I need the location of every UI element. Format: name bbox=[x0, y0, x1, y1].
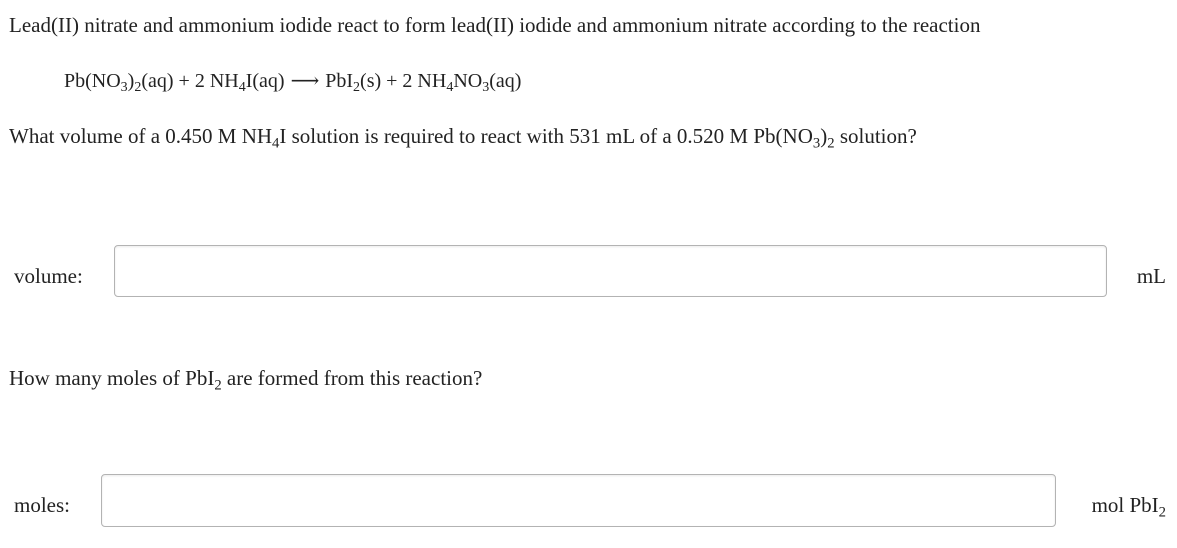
eq-product1-sub: 2 bbox=[353, 80, 361, 96]
eq-reactant2-tail: I(aq) bbox=[245, 70, 285, 92]
eq-reactant1-text: Pb(NO bbox=[64, 70, 121, 92]
q2-text-2: are formed from this reaction? bbox=[221, 366, 483, 390]
eq-product1-tail: (s) + 2 NH bbox=[360, 70, 447, 92]
q1-text-2: I solution is required to react with 531 mL of a 0.520 M Pb(NO bbox=[279, 124, 813, 148]
q1-text-1: What volume of a 0.450 M NH bbox=[9, 124, 273, 148]
q2-text-1: How many moles of PbI bbox=[9, 366, 215, 390]
eq-product2-sub1: 4 bbox=[446, 80, 454, 96]
q1-sub-1: 4 bbox=[272, 135, 280, 152]
eq-product2-mid: NO bbox=[453, 70, 483, 92]
q1-sub-3: 2 bbox=[827, 135, 835, 152]
eq-reactant2-sub: 4 bbox=[238, 80, 246, 96]
eq-reactant1-tail: (aq) + 2 NH bbox=[141, 70, 239, 92]
moles-unit-text: mol PbI bbox=[1091, 493, 1159, 517]
eq-product2-tail: (aq) bbox=[489, 70, 522, 92]
q1-text-4: solution? bbox=[834, 124, 917, 148]
moles-input[interactable] bbox=[101, 474, 1056, 527]
eq-reactant1-sub1: 3 bbox=[120, 80, 128, 96]
volume-unit: mL bbox=[1136, 264, 1166, 288]
q2-sub-1: 2 bbox=[214, 377, 222, 394]
question-volume bbox=[9, 124, 917, 152]
eq-reactant1-paren: ) bbox=[127, 70, 135, 92]
volume-label: volume: bbox=[14, 264, 83, 288]
q1-text-3: ) bbox=[820, 124, 828, 148]
reaction-arrow-icon: ⟶ bbox=[290, 70, 320, 92]
moles-unit bbox=[1070, 493, 1166, 521]
volume-input[interactable] bbox=[114, 245, 1107, 297]
question-moles bbox=[9, 366, 483, 394]
eq-product1-text: PbI bbox=[325, 70, 354, 92]
q1-sub-2: 3 bbox=[812, 135, 821, 152]
moles-label: moles: bbox=[14, 493, 70, 517]
eq-reactant1-sub2: 2 bbox=[134, 80, 142, 96]
moles-unit-sub: 2 bbox=[1158, 504, 1166, 521]
intro-text: Lead(II) nitrate and ammonium iodide react to form lead(II) iodide and ammonium nitrate according to the reaction bbox=[9, 13, 981, 37]
eq-product2-sub2: 3 bbox=[482, 80, 490, 96]
reaction-equation bbox=[64, 69, 522, 96]
